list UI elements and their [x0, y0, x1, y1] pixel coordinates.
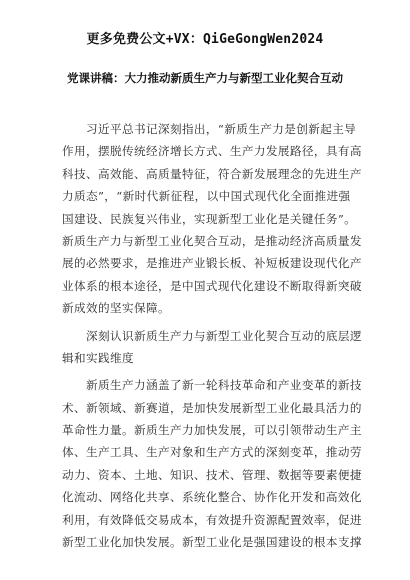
text-line: 体、生产工具、生产对象和生产方式的深刻变革，推动劳: [62, 445, 362, 460]
text-line: 新型工业化加快发展。新型工业化是强国建设的根本支撑: [62, 535, 362, 550]
text-line: 习近平总书记深刻指出，“新质生产力是创新起主导: [62, 122, 357, 136]
text-line: 作用，摆脱传统经济增长方式、生产力发展路径，具有高: [62, 144, 362, 159]
text-line: 化流动、网络化共享、系统化整合、协作化开发和高效化: [62, 490, 362, 505]
text-line: 科技、高效能、高质量特征，符合新发展理念的先进生产: [62, 166, 362, 181]
paragraph-3: [62, 374, 362, 553]
paragraph-1: [62, 118, 362, 320]
text-line: 力质态”，“新时代新征程，以中国式现代化全面推进强: [62, 189, 351, 204]
text-line: 业体系的根本途径，是中国式现代化建设不断取得新突破: [62, 278, 362, 293]
document-title: 党课讲稿：大力推动新质生产力与新型工业化契合互动: [67, 71, 343, 85]
text-line: 新成效的坚实保障。: [62, 301, 170, 316]
text-line: 国建设、民族复兴伟业，实现新型工业化是关键任务”。: [62, 211, 357, 226]
text-line: 动力、资本、土地、知识、技术、管理、数据等要素便捷: [62, 467, 362, 482]
text-line: 革命性力量。新质生产力加快发展，可以引领带动生产主: [62, 423, 362, 438]
text-line: 辑和实践维度: [62, 350, 134, 365]
promo-banner: 更多免费公文+VX：QiGeGongWen2024: [86, 32, 324, 47]
text-line: 术、新领域、新赛道，是加快发展新型工业化最具活力的: [62, 400, 362, 415]
text-line: 新质生产力与新型工业化契合互动，是推动经济高质量发: [62, 233, 362, 248]
section-heading: [62, 325, 362, 370]
text-line: 深刻认识新质生产力与新型工业化契合互动的底层逻: [62, 328, 362, 343]
text-line: 展的必然要求，是推进产业锻长板、补短板建设现代化产: [62, 256, 362, 271]
text-line: 利用，有效降低交易成本，有效提升资源配置效率，促进: [62, 512, 362, 527]
document-body: [62, 118, 362, 553]
text-line: 新质生产力涵盖了新一轮科技革命和产业变革的新技: [62, 378, 362, 393]
